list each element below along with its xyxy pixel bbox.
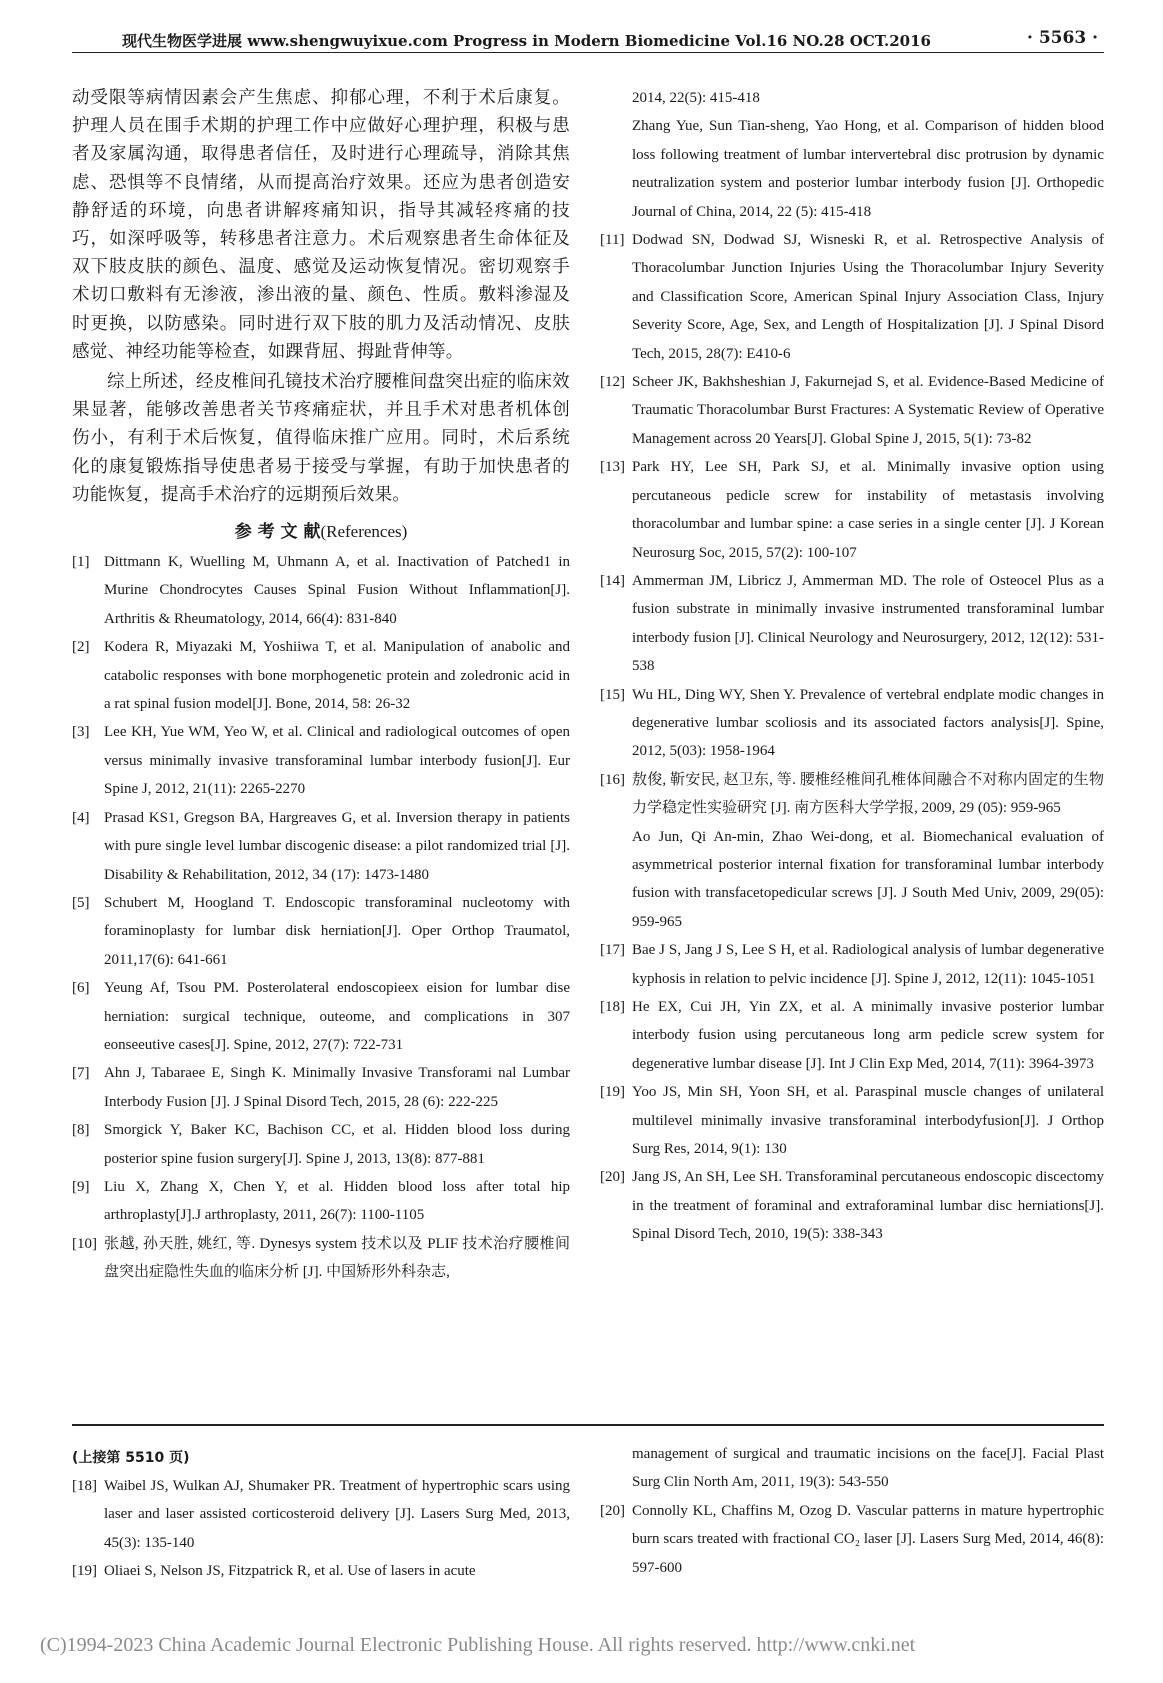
reference-number: [19] xyxy=(72,1563,97,1580)
reference-item xyxy=(72,1173,570,1230)
reference-item xyxy=(72,974,570,1059)
reference-text: Schubert M, Hoogland T. Endoscopic transforaminal nucleotomy with foraminoplasty for lumbar disk herniation[J]. Oper Orthop Traumatol, 2011,17(6): 641-661 xyxy=(104,894,570,968)
reference-number: [14] xyxy=(600,572,625,589)
reference-text: Ammerman JM, Libricz J, Ammerman MD. The role of Osteocel Plus as a fusion substrate in minimally invasive instrumented transforaminal lumbar interbody fusion [J]. Clinical Neurology and Neurosurgery, 2012, 12(12): 531-538 xyxy=(632,572,1104,675)
reference-19-cont: management of surgical and traumatic incisions on the face[J]. Facial Plast Surg Clin North Am, 2011, 19(3): 543-550 xyxy=(632,1446,1104,1491)
reference-item xyxy=(600,453,1104,567)
reference-translation: Ao Jun, Qi An-min, Zhao Wei-dong, et al. Biomechanical evaluation of asymmetrical posterior internal fixation for transforaminal lumbar interbody fusion with transfacetopedicular screws [J]. J South Med Univ, 2009, 29(05): 959-965 xyxy=(632,828,1104,930)
reference-text: 张越, 孙天胜, 姚红, 等. Dynesys system 技术以及 PLIF 技术治疗腰椎间盘突出症隐性失血的临床分析 [J]. 中国矫形外科杂志, xyxy=(104,1235,570,1281)
reference-number: [20] xyxy=(600,1502,625,1519)
reference-text: Connolly KL, Chaffins M, Ozog D. Vascular patterns in mature hypertrophic burn scars treated with fractional CO₂ laser [J]. Lasers Surg Med, 2014, 46(8): 597-600 xyxy=(632,1502,1104,1576)
reference-item xyxy=(72,1116,570,1173)
continued-from-label: (上接第 5510 页) xyxy=(72,1450,190,1466)
reference-text: Bae J S, Jang J S, Lee S H, et al. Radiological analysis of lumbar degenerative kyphosis in relation to pelvic incidence [J]. Spine J, 2012, 12(11): 1045-1051 xyxy=(632,942,1104,987)
reference-item xyxy=(600,226,1104,368)
left-column xyxy=(72,84,570,1287)
reference-number: [18] xyxy=(600,999,625,1015)
reference-continuation xyxy=(600,84,1104,112)
reference-item xyxy=(72,548,570,633)
reference-number: [6] xyxy=(72,980,90,997)
reference-item xyxy=(72,1472,570,1557)
continued-ref-list-left xyxy=(72,1472,570,1586)
reference-item xyxy=(600,1163,1104,1248)
reference-text: Oliaei S, Nelson JS, Fitzpatrick R, et al. Use of lasers in acute xyxy=(104,1563,476,1580)
reference-item xyxy=(72,718,570,803)
reference-item xyxy=(600,766,1104,936)
reference-text: Wu HL, Ding WY, Shen Y. Prevalence of vertebral endplate modic changes in degenerative lumbar scoliosis and its associated factors analysis[J]. Spine, 2012, 5(03): 1958-1964 xyxy=(632,686,1104,760)
reference-text: He EX, Cui JH, Yin ZX, et al. A minimally invasive posterior lumbar interbody fusion using percutaneous long arm pedicle screw system for degenerative lumbar disease [J]. Int J Clin Exp Med, 2014, 7(11): 3964-3973 xyxy=(632,999,1104,1072)
reference-number: [12] xyxy=(600,374,625,391)
page-number: · 5563 · xyxy=(1027,28,1098,48)
references-heading xyxy=(72,517,570,542)
reference-item xyxy=(72,1059,570,1116)
reference-item xyxy=(72,1230,570,1287)
reference-list-left xyxy=(72,548,570,1287)
reference-number: [15] xyxy=(600,686,625,703)
continued-refs-right xyxy=(600,1440,1104,1582)
references-heading-en: (References) xyxy=(320,522,408,542)
reference-number: [20] xyxy=(600,1169,625,1186)
reference-item xyxy=(72,804,570,889)
copyright-footer: (C)1994-2023 China Academic Journal Electronic Publishing House. All rights reserved. http://www.cnki.net xyxy=(40,1634,916,1656)
reference-number: [8] xyxy=(72,1122,90,1139)
reference-number: [10] xyxy=(72,1235,97,1252)
reference-continuation xyxy=(600,1440,1104,1497)
reference-number: [19] xyxy=(600,1084,625,1101)
reference-item xyxy=(600,936,1104,993)
reference-10-cont: 2014, 22(5): 415-418 xyxy=(632,90,760,106)
reference-text: Lee KH, Yue WM, Yeo W, et al. Clinical and radiological outcomes of open versus minimally invasive transforaminal lumbar interbody fusion[J]. Eur Spine J, 2012, 21(11): 2265-2270 xyxy=(104,724,570,798)
reference-10-translation: Zhang Yue, Sun Tian-sheng, Yao Hong, et al. Comparison of hidden blood loss following treatment of lumbar intervertebral disc protrusion by dynamic neutralization system and posterior lumbar interbody fusion [J]. Orthopedic Journal of China, 2014, 22 (5): 415-418 xyxy=(632,118,1104,220)
reference-number: [5] xyxy=(72,894,90,911)
reference-item xyxy=(600,368,1104,453)
reference-number: [7] xyxy=(72,1065,90,1082)
reference-number: [3] xyxy=(72,724,90,741)
reference-number: [11] xyxy=(600,232,625,249)
continued-ref-list-right xyxy=(600,1497,1104,1582)
reference-number: [18] xyxy=(72,1478,97,1494)
reference-number: [4] xyxy=(72,809,90,826)
reference-text: Liu X, Zhang X, Chen Y, et al. Hidden blood loss after total hip arthroplasty[J].J arthroplasty, 2011, 26(7): 1100-1105 xyxy=(104,1178,570,1224)
reference-item xyxy=(600,993,1104,1078)
reference-number: [13] xyxy=(600,459,625,476)
reference-item xyxy=(72,889,570,974)
reference-text: Prasad KS1, Gregson BA, Hargreaves G, et al. Inversion therapy in patients with pure single level lumbar discogenic disease: a pilot randomized trial [J]. Disability & Rehabilitation, 2012, 34 (17): 1473-1480 xyxy=(104,809,570,883)
running-header xyxy=(72,24,1104,54)
reference-text: Smorgick Y, Baker KC, Bachison CC, et al. Hidden blood loss during posterior spine fusion surgery[J]. Spine J, 2013, 13(8): 877-881 xyxy=(104,1122,570,1167)
reference-text: Jang JS, An SH, Lee SH. Transforaminal percutaneous endoscopic discectomy in the treatment of foraminal and extraforaminal lumbar disc herniations[J]. Spinal Disord Tech, 2010, 19(5): 338-343 xyxy=(632,1169,1104,1243)
reference-number: [9] xyxy=(72,1178,90,1195)
reference-list-right xyxy=(600,226,1104,1249)
reference-text: Ahn J, Tabaraee E, Singh K. Minimally Invasive Transforami nal Lumbar Interbody Fusion [J]. J Spinal Disord Tech, 2015, 28 (6): 222-225 xyxy=(104,1065,570,1110)
reference-text: Dittmann K, Wuelling M, Uhmann A, et al. Inactivation of Patched1 in Murine Chondrocytes Causes Spinal Fusion Without Inflammation[J]. Arthritis & Rheumatology, 2014, 66(4): 831-840 xyxy=(104,554,570,627)
reference-item xyxy=(600,567,1104,681)
continued-refs-left xyxy=(72,1440,570,1586)
reference-text: Kodera R, Miyazaki M, Yoshiiwa T, et al. Manipulation of anabolic and catabolic responses with bone morphogenetic protein and zoledronic acid in a rat spinal fusion model[J]. Bone, 2014, 58: 26-32 xyxy=(104,639,570,713)
reference-text: 敖俊, 靳安民, 赵卫东, 等. 腰椎经椎间孔椎体间融合不对称内固定的生物力学稳定性实验研究 [J]. 南方医科大学学报, 2009, 29 (05): 959-965 xyxy=(632,771,1104,817)
reference-text: Yoo JS, Min SH, Yoon SH, et al. Paraspinal muscle changes of unilateral multilevel minimally invasive transforaminal interbodyfusion[J]. J Orthop Surg Res, 2014, 9(1): 130 xyxy=(632,1084,1104,1158)
reference-number: [1] xyxy=(72,554,90,571)
conclusion-paragraph: 综上所述，经皮椎间孔镜技术治疗腰椎间盘突出症的临床效果显著，能够改善患者关节疼痛症状，并且手术对患者机体创伤小，有利于术后恢复，值得临床推广应用。同时，术后系统化的康复锻炼指导使患者易于接受与掌握，有助于加快患者的功能恢复，提高手术治疗的远期预后效果。 xyxy=(72,372,570,505)
right-column xyxy=(600,84,1104,1249)
body-paragraph: 动受限等病情因素会产生焦虑、抑郁心理，不利于术后康复。护理人员在围手术期的护理工作中应做好心理护理，积极与患者及家属沟通，取得患者信任，及时进行心理疏导，消除其焦虑、恐惧等不良情绪，从而提高治疗效果。还应为患者创造安静舒适的环境，向患者讲解疼痛知识，指导其减轻疼痛的技巧，如深呼吸等，转移患者注意力。术后观察患者生命体征及双下肢皮肤的颜色、温度、感觉及运动恢复情况。密切观察手术切口敷料有无渗液，渗出液的量、颜色、性质。敷料渗湿及时更换，以防感染。同时进行双下肢的肌力及活动情况、皮肤感觉、神经功能等检查，如踝背屈、拇趾背伸等。 xyxy=(72,88,570,362)
reference-number: [2] xyxy=(72,639,90,656)
journal-header-line: 现代生物医学进展 www.shengwuyixue.com Progress in Modern Biomedicine Vol.16 NO.28 OCT.2016 xyxy=(122,32,931,50)
reference-item xyxy=(600,1497,1104,1582)
reference-number: [17] xyxy=(600,942,625,959)
reference-item xyxy=(600,681,1104,766)
reference-text: Waibel JS, Wulkan AJ, Shumaker PR. Treatment of hypertrophic scars using laser and laser assisted corticosteroid delivery [J]. Lasers Surg Med, 2013, 45(3): 135-140 xyxy=(104,1478,570,1551)
header-divider xyxy=(72,52,1104,53)
reference-text: Park HY, Lee SH, Park SJ, et al. Minimally invasive option using percutaneous pedicle screw for instability of metastasis involving thoracolumbar and lumbar spine: a case series in a single center [J]. J Korean Neurosurg Soc, 2015, 57(2): 100-107 xyxy=(632,459,1104,561)
reference-text: Dodwad SN, Dodwad SJ, Wisneski R, et al. Retrospective Analysis of Thoracolumbar Junction Injuries Using the Thoracolumbar Injury Severity and Classification Score, American Spinal Injury Association Class, Injury Severity Score, Age, Sex, and Length of Hospitalization [J]. J Spinal Disord Tech, 2015, 28(7): E410-6 xyxy=(632,232,1104,362)
reference-item xyxy=(72,633,570,718)
references-heading-cn: 参 考 文 献 xyxy=(234,522,321,543)
reference-text: Yeung Af, Tsou PM. Posterolateral endoscopieex eision for lumbar dise herniation: surgical technique, outeome, and complications in 307 eonseeutive cases[J]. Spine, 2012, 27(7): 722-731 xyxy=(104,980,570,1053)
reference-number: [16] xyxy=(600,771,625,788)
reference-item xyxy=(72,1557,570,1585)
reference-text: Scheer JK, Bakhsheshian J, Fakurnejad S, et al. Evidence-Based Medicine of Traumatic Thoracolumbar Burst Fractures: A Systematic Review of Operative Management across 20 Years[J]. Global Spine J, 2015, 5(1): 73-82 xyxy=(632,374,1104,447)
section-divider xyxy=(72,1424,1104,1426)
reference-item xyxy=(600,1078,1104,1163)
reference-translation xyxy=(600,112,1104,226)
